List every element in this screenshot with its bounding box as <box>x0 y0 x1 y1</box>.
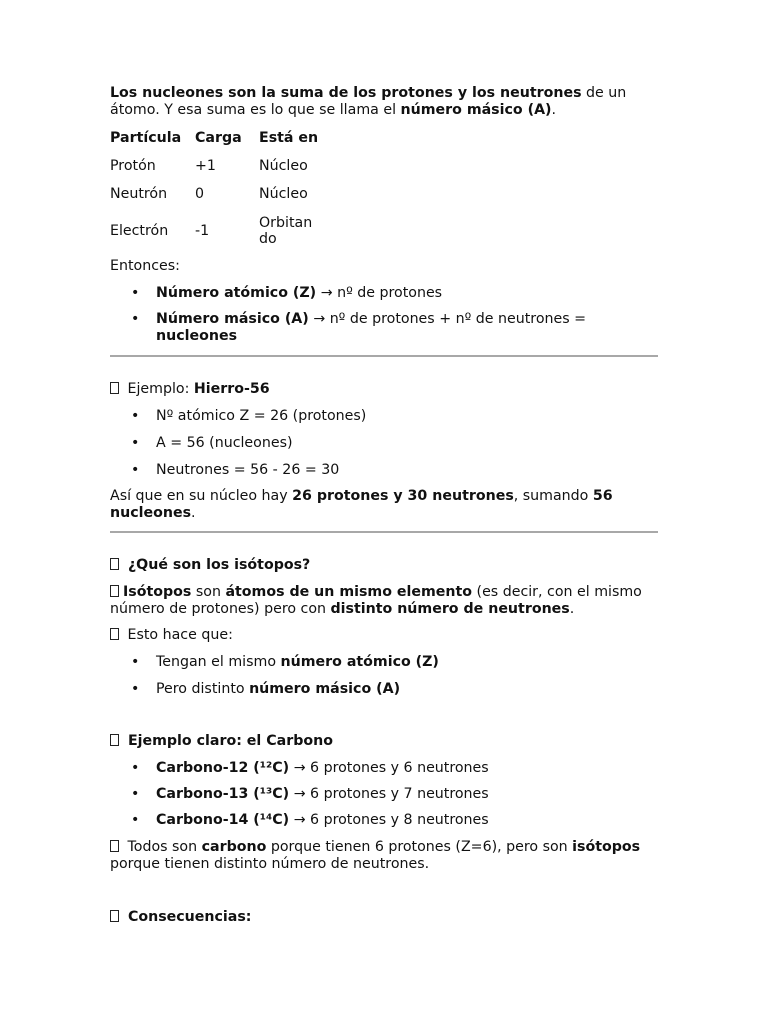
text: → 6 protones y 8 neutrones <box>289 812 489 828</box>
term: Número másico (A) <box>156 311 309 327</box>
text: (es decir, con el mismo número de protones) pero con <box>110 584 642 617</box>
isotopes-title: ¿Qué son los isótopos? <box>123 557 311 573</box>
carbon-list <box>110 760 658 829</box>
term: Número atómico (Z) <box>156 285 317 301</box>
definition: → nº de protones <box>316 285 443 301</box>
summary-bold: 26 protones y 30 neutrones <box>292 488 514 504</box>
text: porque tienen distinto número de neutrones. <box>110 856 430 872</box>
divider <box>110 355 658 357</box>
text: Todos son <box>123 839 202 855</box>
table-row <box>110 184 319 204</box>
divider <box>110 531 658 533</box>
entonces-text: Entonces: <box>110 258 180 274</box>
summary-text: , sumando <box>513 488 593 504</box>
intro-paragraph <box>110 85 658 119</box>
example-heading <box>110 381 658 398</box>
text: Tengan el mismo <box>156 654 281 670</box>
text: Pero distinto <box>156 681 250 697</box>
bold-text: Carbono-12 (¹²C) <box>156 760 290 776</box>
carbon-title: Ejemplo claro: el Carbono <box>123 733 333 749</box>
bold-text: Isótopos <box>123 584 192 600</box>
bold-text: número atómico (Z) <box>280 654 439 670</box>
intro-text-1: de un átomo. Y esa suma es lo que se llama el <box>110 85 627 118</box>
intro-bold-1: Los nucleones son la suma de los protones y los neutrones <box>110 85 582 101</box>
list-item <box>110 311 658 345</box>
list-item <box>110 285 658 302</box>
text: porque tienen 6 protones (Z=6), pero son <box>266 839 573 855</box>
table-cell: Electrón <box>110 223 169 239</box>
list-item <box>110 654 658 671</box>
summary-text: Así que en su núcleo hay <box>110 488 293 504</box>
bold-text: distinto número de neutrones <box>330 601 570 617</box>
table-header: Partícula <box>110 130 182 146</box>
arrow-icon <box>110 840 119 852</box>
bold-text: número másico (A) <box>249 681 401 697</box>
pin-icon <box>110 382 119 394</box>
text: → 6 protones y 6 neutrones <box>289 760 489 776</box>
summary-bold: 56 nucleones <box>110 488 613 521</box>
table-header-row <box>110 128 319 148</box>
list-item: • Neutrones = 56 - 26 = 30 <box>110 462 658 479</box>
list-item <box>110 812 658 829</box>
list-item: • Nº atómico Z = 26 (protones) <box>110 408 658 425</box>
list-item <box>110 760 658 777</box>
text: Esto hace que: <box>123 627 233 643</box>
consequences-title: Consecuencias: <box>123 909 252 925</box>
bold-text: isótopos <box>572 839 641 855</box>
atom-icon <box>110 585 119 597</box>
carbon-heading <box>110 733 658 750</box>
list-item: • A = 56 (nucleones) <box>110 435 658 452</box>
particle-table <box>110 128 658 258</box>
summary-text: . <box>191 505 196 521</box>
isotopes-heading <box>110 557 658 574</box>
text: . <box>569 601 575 617</box>
table-header: Carga <box>195 130 242 146</box>
entonces-label <box>110 258 658 275</box>
bold-text: carbono <box>201 839 267 855</box>
text: → 6 protones y 7 neutrones <box>289 786 489 802</box>
intro-text-2: . <box>551 102 557 118</box>
definitions-list <box>110 285 658 345</box>
bold-text: átomos de un mismo elemento <box>225 584 473 600</box>
consequences-heading <box>110 909 658 926</box>
example-label: Ejemplo: <box>123 381 194 397</box>
isotopes-list <box>110 654 658 698</box>
table-header: Está en <box>259 130 319 146</box>
isotopes-paragraph <box>110 584 658 618</box>
list-item <box>110 681 658 698</box>
warning-icon <box>110 910 119 922</box>
table-cell: Protón <box>110 158 156 174</box>
table-cell: Orbitando <box>259 215 313 247</box>
text: son <box>191 584 226 600</box>
table-cell: Núcleo <box>259 158 308 174</box>
lab-icon <box>110 734 119 746</box>
example-title: Hierro-56 <box>193 381 270 397</box>
table-cell: Neutrón <box>110 186 168 202</box>
table-cell: +1 <box>195 158 216 174</box>
table-row <box>110 204 319 258</box>
table-row <box>110 148 319 184</box>
definition: → nº de protones + nº de neutrones = <box>308 311 587 327</box>
table-cell: 0 <box>195 186 205 202</box>
intro-bold-2: número másico (A) <box>400 102 552 118</box>
bold-text: Carbono-13 (¹³C) <box>156 786 290 802</box>
term: nucleones <box>156 328 238 344</box>
isotopes-hace <box>110 627 658 644</box>
arrow-icon <box>110 628 119 640</box>
question-icon <box>110 558 119 570</box>
table-cell: -1 <box>195 223 210 239</box>
bold-text: Carbono-14 (¹⁴C) <box>156 812 290 828</box>
table-cell: Núcleo <box>259 186 308 202</box>
carbon-note <box>110 839 658 873</box>
example-list <box>110 408 658 479</box>
list-item <box>110 786 658 803</box>
example-summary <box>110 488 658 522</box>
